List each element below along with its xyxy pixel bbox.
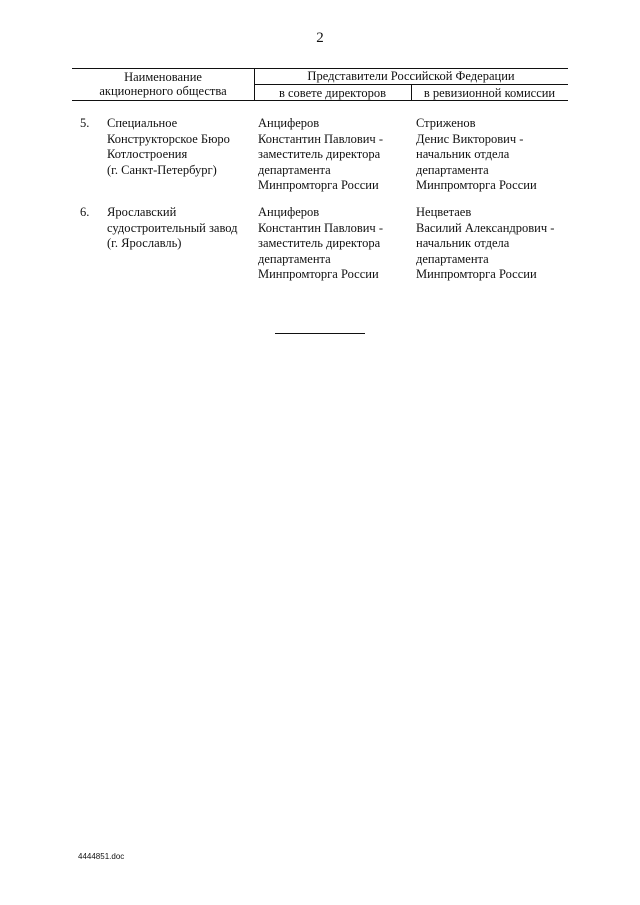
- page-number: 2: [316, 30, 324, 46]
- row-company: Специальное Конструкторское Бюро Котлостроения (г. Санкт-Петербург): [107, 116, 230, 177]
- header-federation-representatives: Представители Российской Федерации: [307, 69, 515, 83]
- row-number: 5.: [80, 116, 90, 130]
- header-company-name: Наименование акционерного общества: [99, 70, 227, 98]
- header-board-of-directors: в совете директоров: [278, 86, 387, 100]
- table-header-bottom-rule: [72, 100, 568, 101]
- row-audit-representative: Нецветаев Василий Александрович - начальник отдела департамента Минпромторга России: [416, 205, 555, 281]
- row-board-representative: Анциферов Константин Павлович - заместитель директора департамента Минпромторга России: [258, 205, 383, 281]
- header-audit-commission: в ревизионной комиссии: [423, 86, 556, 100]
- row-company: Ярославский судостроительный завод (г. Ярославль): [107, 205, 238, 250]
- document-code: 4444851.doc: [78, 852, 125, 861]
- row-number: 6.: [80, 205, 90, 219]
- row-audit-representative: Стриженов Денис Викторович - начальник отдела департамента Минпромторга России: [416, 116, 537, 192]
- end-of-table-rule: [275, 333, 365, 334]
- row-board-representative: Анциферов Константин Павлович - заместитель директора департамента Минпромторга России: [258, 116, 383, 192]
